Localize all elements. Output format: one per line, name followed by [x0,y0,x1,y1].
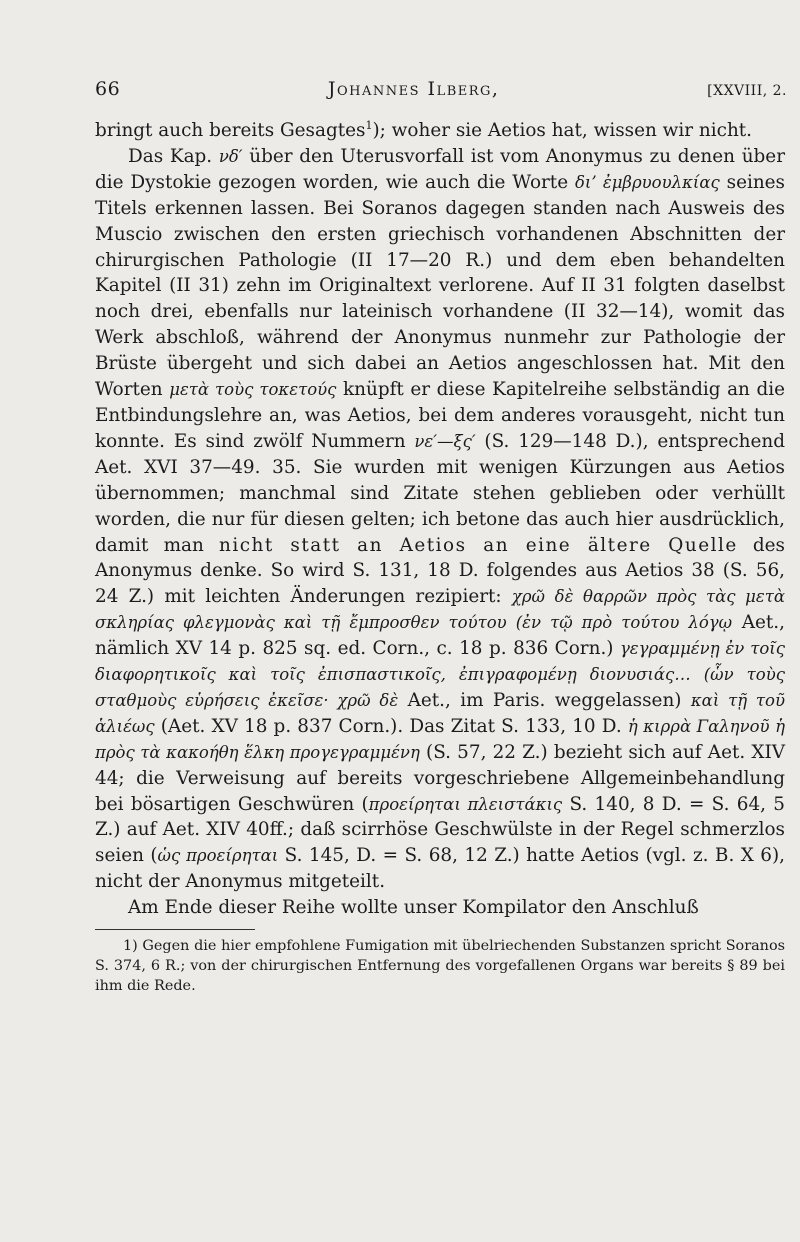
greek-text: νε′—ξς′ [414,431,476,451]
text-run: nicht statt an Aetios an eine ältere Quelle [219,534,738,556]
page-number: 66 [95,78,121,100]
text-run: über den Uterusvorfall ist vom Anonymus zu denen über die Dystokie gezogen worden, wie auch die Worte [95,145,785,193]
text-run: Aet., nämlich XV 14 p. 825 sq. ed. Corn., c. 18 p. 836 Corn.) [95,612,786,660]
text-run: (S. 57, 22 Z.) bezieht sich auf Aet. XIV 44; die Verweisung auf bereits vorgeschriebene Allgemeinbehandlung bei bösartigen Geschwüren ( [95,741,785,815]
text-run: seines Titels erkennen lassen. Bei Soranos dagegen standen nach Ausweis des Muscio zwischen den ersten griechisch vorhandenen Abschnitten der chirurgischen Pathologie (II 17—20 R.) und dem eben behandelten Kapitel (II 31) zehn im Originaltext verlorene. Auf II 31 folgten daselbst noch drei, ebenfalls nur lateinisch vorhandene (II 32—14), womit das Werk abschloß, während der Anonymus nunmehr zur Pathologie der Brüste übergeht und sich dabei an Aetios angeschlossen hat. Mit den Worten [95,171,785,401]
text-run: (S. 129—148 D.), entsprechend Aet. XVI 37—49. 35. Sie wurden mit wenigen Kürzungen aus Aetios übernommen; manchmal sind Zitate stehen geblieben oder verhüllt worden, die nur für diesen gelten; ich betone das auch hier ausdrücklich, damit man [95,430,786,556]
main-text [95,118,785,921]
greek-text: νδ′ [218,146,243,166]
greek-text: καὶ τῇ τοῦ ἁλιέως [95,690,785,736]
paragraph [95,895,785,921]
text-run: Das Kap. [128,145,219,167]
greek-text: ἡ κιρρὰ Γαληνοῦ ἡ πρὸς τὰ κακοήθη ἕλκη προγεγραμμένη [95,716,785,762]
greek-text: χρῶ δὲ θαρρῶν πρὸς τὰς μετὰ σκληρίας φλεγμονὰς καὶ τῇ ἔμπροσθεν τούτου (ἐν τῷ πρὸ τούτου λόγῳ [95,587,785,633]
paragraph [95,118,785,144]
text-run: bringt auch bereits Gesagtes [95,120,366,141]
greek-text: γεγραμμένῃ ἐν τοῖς διαφορητικοῖς καὶ τοῖς ἐπισπαστικοῖς, ἐπιγραφομένῃ διονυσιάς… (ὧν τοὺς σταθμοὺς εὑρήσεις ἐκεῖσε· χρῶ δὲ [95,639,785,710]
text-run: des Anonymus denke. So wird S. 131, 18 D. folgendes aus Aetios 38 (S. 56, 24 Z.) mit leichten Änderungen rezipiert: [95,534,785,608]
greek-text: προείρηται πλειστάκις [368,794,563,814]
text-run: ); woher sie Aetios hat, wissen wir nicht. [372,120,753,141]
greek-text: μετὰ τοὺς τοκετούς [169,380,337,400]
text-run: 1) Gegen die hier empfohlene Fumigation mit übelriechenden Substanzen spricht Soranos S. 374, 6 R.; von der chirurgischen Entfernung des vorgefallenen Organs war bereits § 89 bei ihm die Rede. [95,938,785,995]
page-header [95,78,787,100]
text-run: (Aet. XV 18 p. 837 Corn.). Das Zitat S. 133, 10 D. [154,715,628,737]
text-run: Aet., im Paris. weggelassen) [398,689,691,711]
footnote [95,936,785,996]
footnotes [95,936,785,996]
running-title: Johannes Ilberg, [327,78,500,100]
text-run: knüpft er diese Kapitelreihe selbständig an die Entbindungslehre an, was Aetios, bei dem anderes vorausgeht, nicht tun konnte. Es sind zwölf Nummern [95,379,785,452]
text-run: Am Ende dieser Reihe wollte unser Kompilator den Anschluß [128,897,699,919]
section-reference: [XXVIII, 2. [707,83,787,99]
text-run: S. 145, D. = S. 68, 12 Z.) hatte Aetios (vgl. z. B. X 6), nicht der Anonymus mitgeteilt. [95,845,785,893]
footnote-divider [95,929,255,930]
paragraph [95,144,785,895]
text-run: S. 140, 8 D. = S. 64, 5 Z.) auf Aet. XIV 40ff.; daß scirrhöse Geschwülste in der Regel schmerzlos seien ( [95,793,785,867]
greek-text: ὡς προείρηται [157,846,279,866]
footnote-marker: 1 [365,118,373,132]
greek-text: δι’ ἐμβρυουλκίας [574,172,720,192]
